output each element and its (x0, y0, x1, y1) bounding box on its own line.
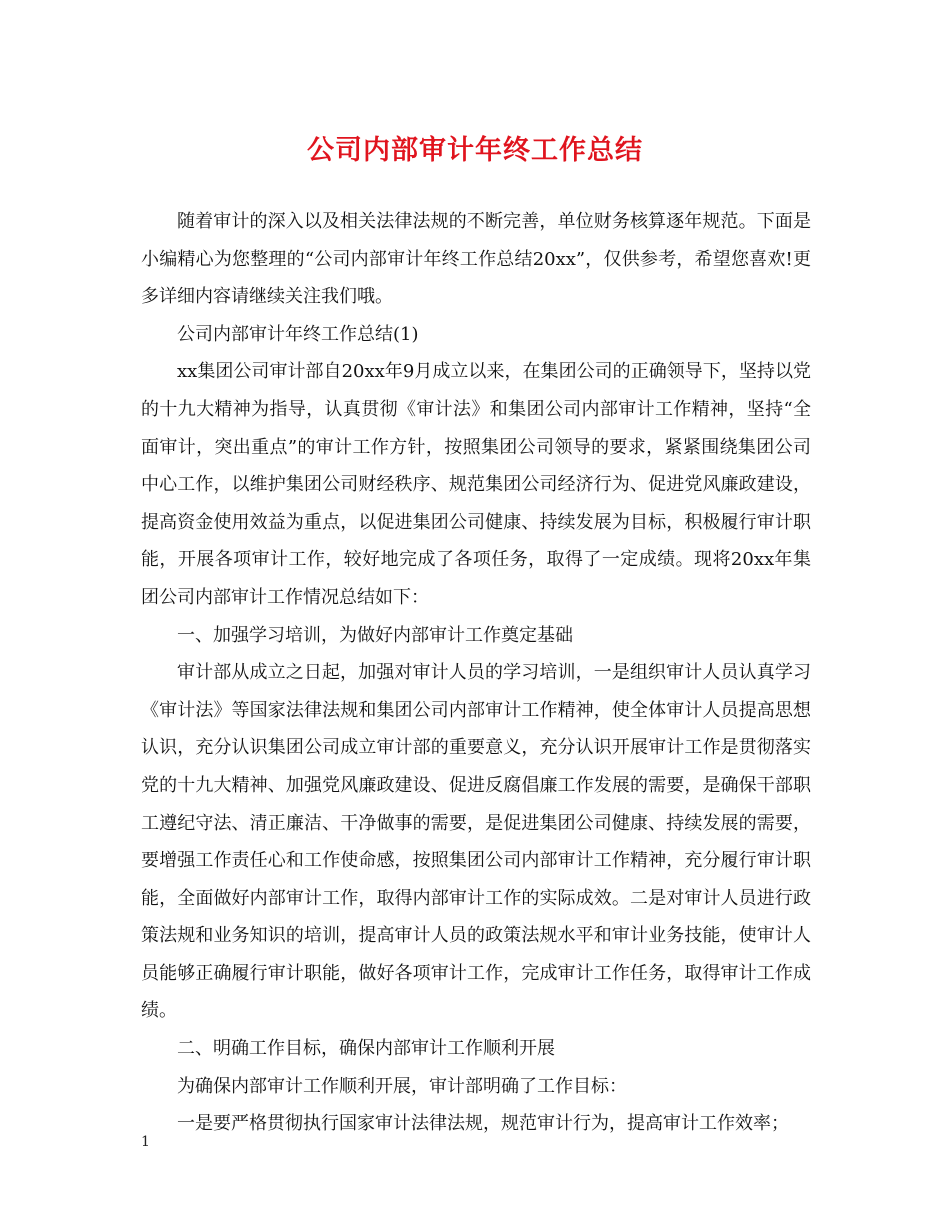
document-body (141, 203, 811, 1143)
section-heading: 二、明确工作目标，确保内部审计工作顺利开展 (177, 1038, 555, 1060)
body-paragraph: 审计部从成立之日起，加强对审计人员的学习培训，一是组织审计人员认真学习《审计法》等国家法律法规和集团公司内部审计工作精神，使全体审计人员提高思想认识，充分认识集团公司成立审计部的重要意义，充分认识开展审计工作是贯彻落实党的十九大精神、加强党风廉政建设、促进反腐倡廉工作发展的需要，是确保干部职工遵纪守法、清正廉洁、干净做事的需要，是促进集团公司健康、持续发展的需要，要增强工作责任心和工作使命感，按照集团公司内部审计工作精神，充分履行审计职能，全面做好内部审计工作，取得内部审计工作的实际成效。二是对审计人员进行政策法规和业务知识的培训，提高审计人员的政策法规水平和审计业务技能，使审计人员能够正确履行审计职能，做好各项审计工作，完成审计工作任务，取得审计工作成绩。 (141, 662, 811, 1022)
page-title: 公司内部审计年终工作总结 (307, 135, 643, 166)
body-paragraph: xx集团公司审计部自20xx年9月成立以来，在集团公司的正确领导下，坚持以党的十九大精神为指导，认真贯彻《审计法》和集团公司内部审计工作精神，坚持“全面审计，突出重点”的审计工作方针，按照集团公司领导的要求，紧紧围绕集团公司中心工作，以维护集团公司财经秩序、规范集团公司经济行为、促进党风廉政建设，提高资金使用效益为重点，以促进集团公司健康、持续发展为目标，积极履行审计职能，开展各项审计工作，较好地完成了各项任务，取得了一定成绩。现将20xx年集团公司内部审计工作情况总结如下： (141, 361, 811, 608)
body-paragraph: 一是要严格贯彻执行国家审计法律法规，规范审计行为，提高审计工作效率； (177, 1113, 789, 1135)
section-heading: 一、加强学习培训，为做好内部审计工作奠定基础 (177, 624, 573, 646)
page-number: 1 (141, 1134, 150, 1150)
intro-paragraph: 随着审计的深入以及相关法律法规的不断完善，单位财务核算逐年规范。下面是小编精心为您整理的“公司内部审计年终工作总结20xx”，仅供参考，希望您喜欢!更多详细内容请继续关注我们哦。 (141, 211, 811, 308)
section-heading: 公司内部审计年终工作总结(1) (177, 323, 419, 345)
body-paragraph: 为确保内部审计工作顺利开展，审计部明确了工作目标： (177, 1075, 627, 1097)
